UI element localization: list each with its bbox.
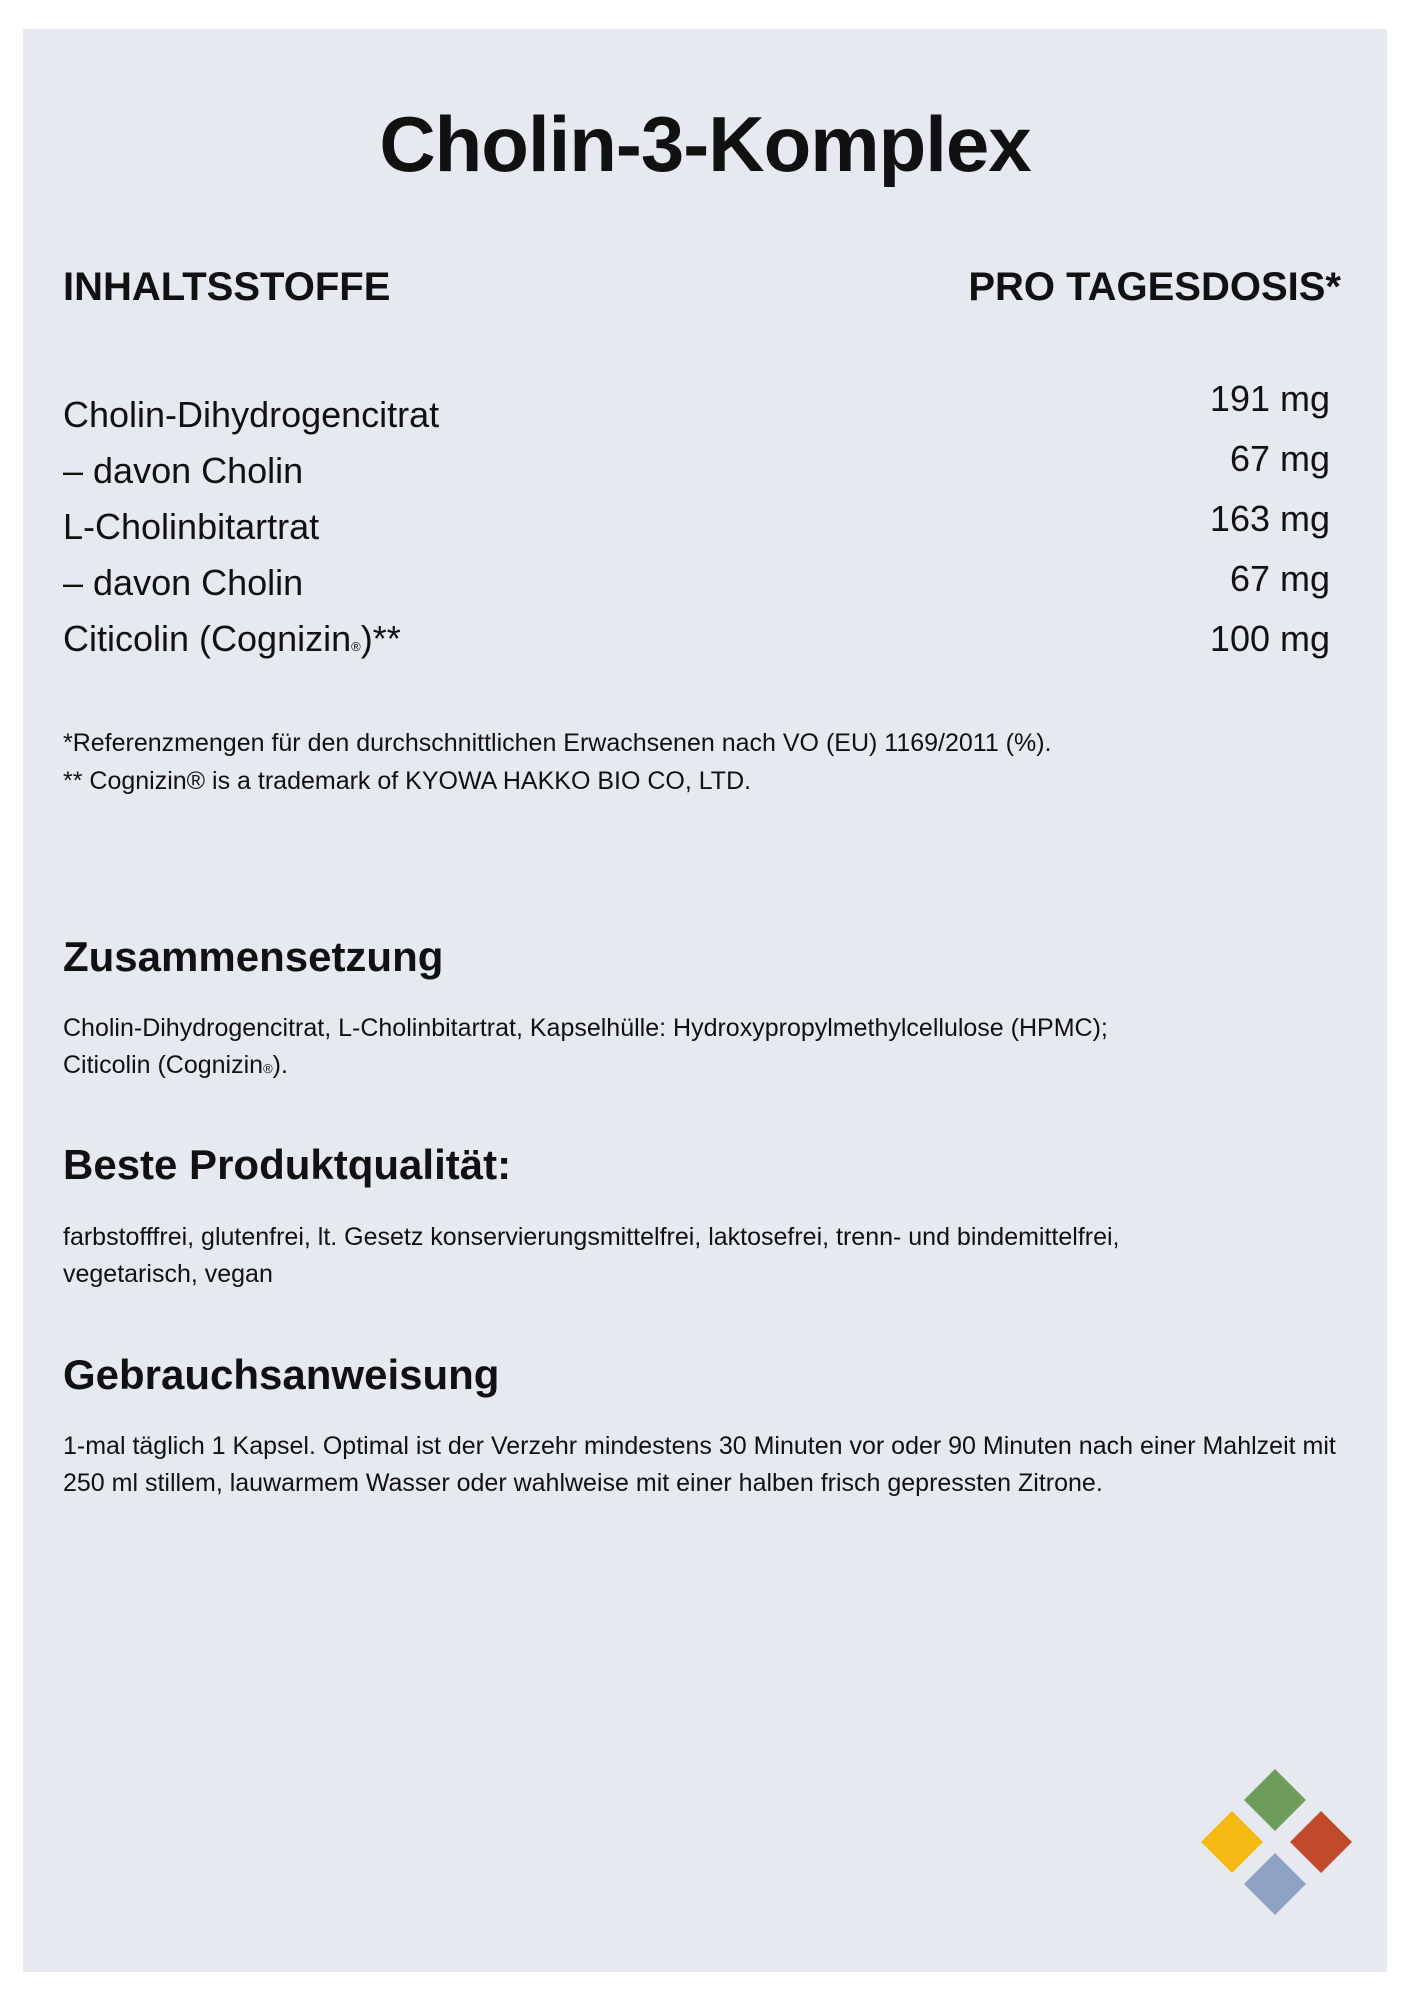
ingredient-amount: 191 mg <box>1209 378 1330 419</box>
dose-column-header: PRO TAGESDOSIS* <box>968 265 1341 309</box>
ingredient-name <box>63 611 439 675</box>
footnotes <box>63 724 1052 800</box>
composition-heading: Zusammensetzung <box>63 933 444 980</box>
ingredient-name-tail: )** <box>360 618 401 659</box>
registered-mark: ® <box>351 639 361 654</box>
four-diamond-logo-icon <box>1172 1752 1372 1952</box>
quality-text: farbstofffrei, glutenfrei, lt. Gesetz konservierungsmittelfrei, laktosefrei, trenn- und bindemittelfrei, vegetarisch, vegan <box>63 1223 1120 1288</box>
quality-heading: Beste Produktqualität: <box>63 1141 512 1188</box>
ingredient-amount: 67 mg <box>1229 558 1330 599</box>
ingredient-name: – davon Cholin <box>63 562 304 603</box>
composition-line-2 <box>63 1047 1353 1087</box>
trademark-footnote: ** Cognizin® is a trademark of KYOWA HAKKO BIO CO, LTD. <box>63 767 752 795</box>
ingredient-name: L-Cholinbitartrat <box>63 506 320 547</box>
blue-diamond <box>1244 1853 1306 1915</box>
composition-text <box>63 1010 1353 1087</box>
ingredient-amount: 100 mg <box>1209 618 1330 659</box>
ingredient-amount: 67 mg <box>1229 438 1330 479</box>
product-title: Cholin-3-Komplex <box>379 100 1031 188</box>
reference-footnote: *Referenzmengen für den durchschnittlichen Erwachsenen nach VO (EU) 1169/2011 (%). <box>63 729 1052 757</box>
ingredients-column-header: INHALTSSTOFFE <box>63 265 391 309</box>
yellow-diamond <box>1201 1811 1263 1873</box>
ingredient-name: Cholin-Dihydrogencitrat <box>63 394 440 435</box>
registered-mark: ® <box>263 1061 273 1076</box>
ingredient-amounts <box>1210 369 1330 669</box>
product-info-panel <box>23 29 1387 1972</box>
ingredient-names <box>63 387 439 675</box>
green-diamond <box>1244 1769 1306 1831</box>
composition-line-2-main: Citicolin (Cognizin <box>63 1051 264 1079</box>
usage-heading: Gebrauchsanweisung <box>63 1351 500 1398</box>
ingredient-name: – davon Cholin <box>63 450 304 491</box>
red-diamond <box>1290 1811 1352 1873</box>
composition-line-2-tail: ). <box>272 1051 288 1079</box>
ingredient-name-main: Citicolin (Cognizin <box>63 618 352 659</box>
usage-text: 1-mal täglich 1 Kapsel. Optimal ist der Verzehr mindestens 30 Minuten vor oder 90 Minuten nach einer Mahlzeit mit 250 ml stillem, lauwarmem Wasser oder wahlweise mit einer halben frisch gepressten Zitrone. <box>63 1432 1336 1497</box>
ingredient-amount: 163 mg <box>1209 498 1330 539</box>
composition-line-1: Cholin-Dihydrogencitrat, L-Cholinbitartrat, Kapselhülle: Hydroxypropylmethylcellulose (HPMC); <box>63 1014 1108 1042</box>
